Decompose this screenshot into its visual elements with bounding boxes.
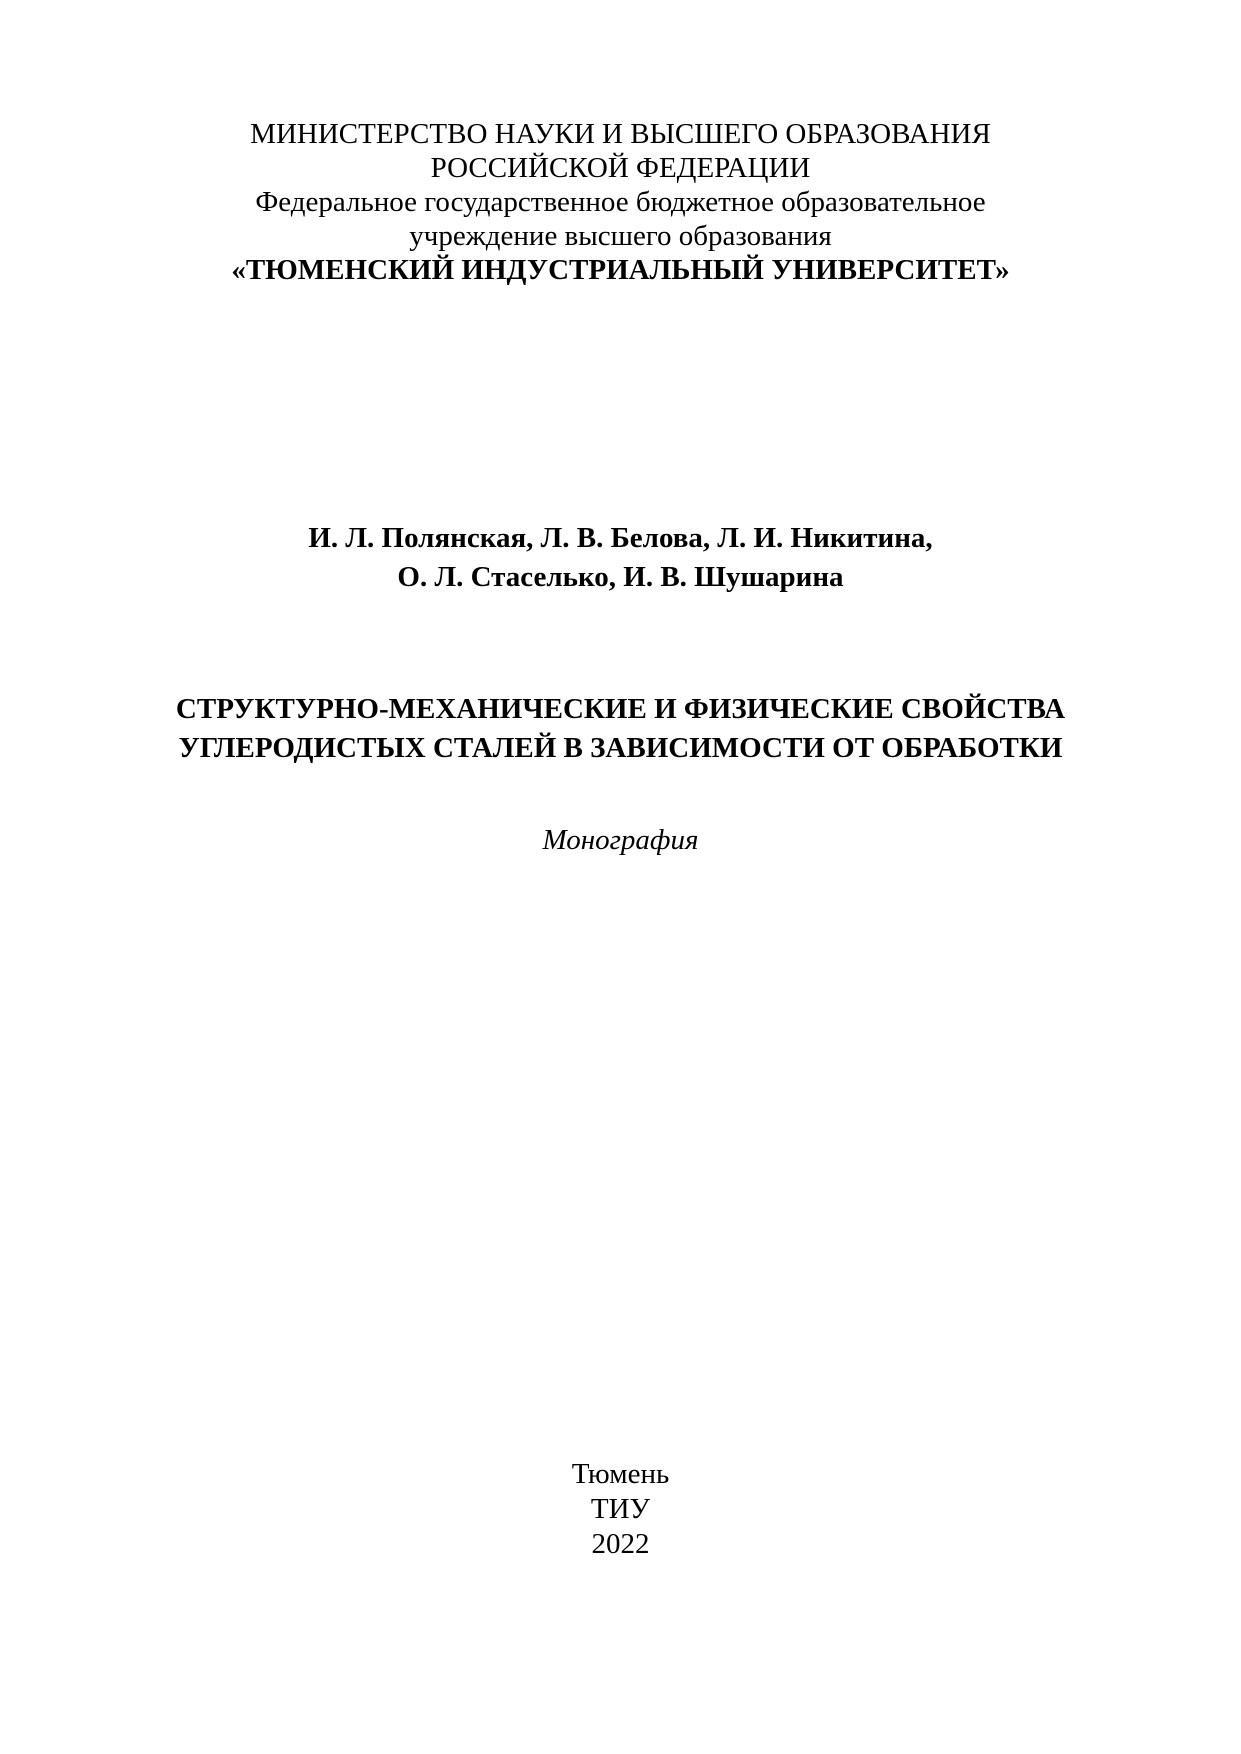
institution-line-2: учреждение высшего образования — [409, 220, 832, 252]
institution-line-1: Федеральное государственное бюджетное образовательное — [255, 186, 986, 218]
authors-line-1: И. Л. Полянская, Л. В. Белова, Л. И. Никитина, — [308, 522, 933, 554]
imprint-publisher: ТИУ — [590, 1493, 651, 1525]
page-header — [0, 117, 1241, 287]
imprint-city: Тюмень — [571, 1458, 670, 1490]
imprint-year: 2022 — [591, 1528, 650, 1560]
authors-line-2: О. Л. Стаселько, И. В. Шушарина — [397, 561, 844, 593]
title-line-2: УГЛЕРОДИСТЫХ СТАЛЕЙ В ЗАВИСИМОСТИ ОТ ОБРАБОТКИ — [178, 732, 1063, 764]
document-type — [0, 823, 1241, 857]
imprint — [0, 1457, 1241, 1562]
ministry-line-2: РОССИЙСКОЙ ФЕДЕРАЦИИ — [430, 152, 811, 184]
document-type-label: Монография — [542, 824, 699, 856]
authors — [0, 519, 1241, 597]
university-name: «ТЮМЕНСКИЙ ИНДУСТРИАЛЬНЫЙ УНИВЕРСИТЕТ» — [231, 254, 1010, 286]
ministry-line-1: МИНИСТЕРСТВО НАУКИ И ВЫСШЕГО ОБРАЗОВАНИЯ — [250, 118, 991, 150]
title-line-1: СТРУКТУРНО-МЕХАНИЧЕСКИЕ И ФИЗИЧЕСКИЕ СВОЙСТВА — [175, 693, 1066, 725]
document-title — [0, 690, 1241, 768]
